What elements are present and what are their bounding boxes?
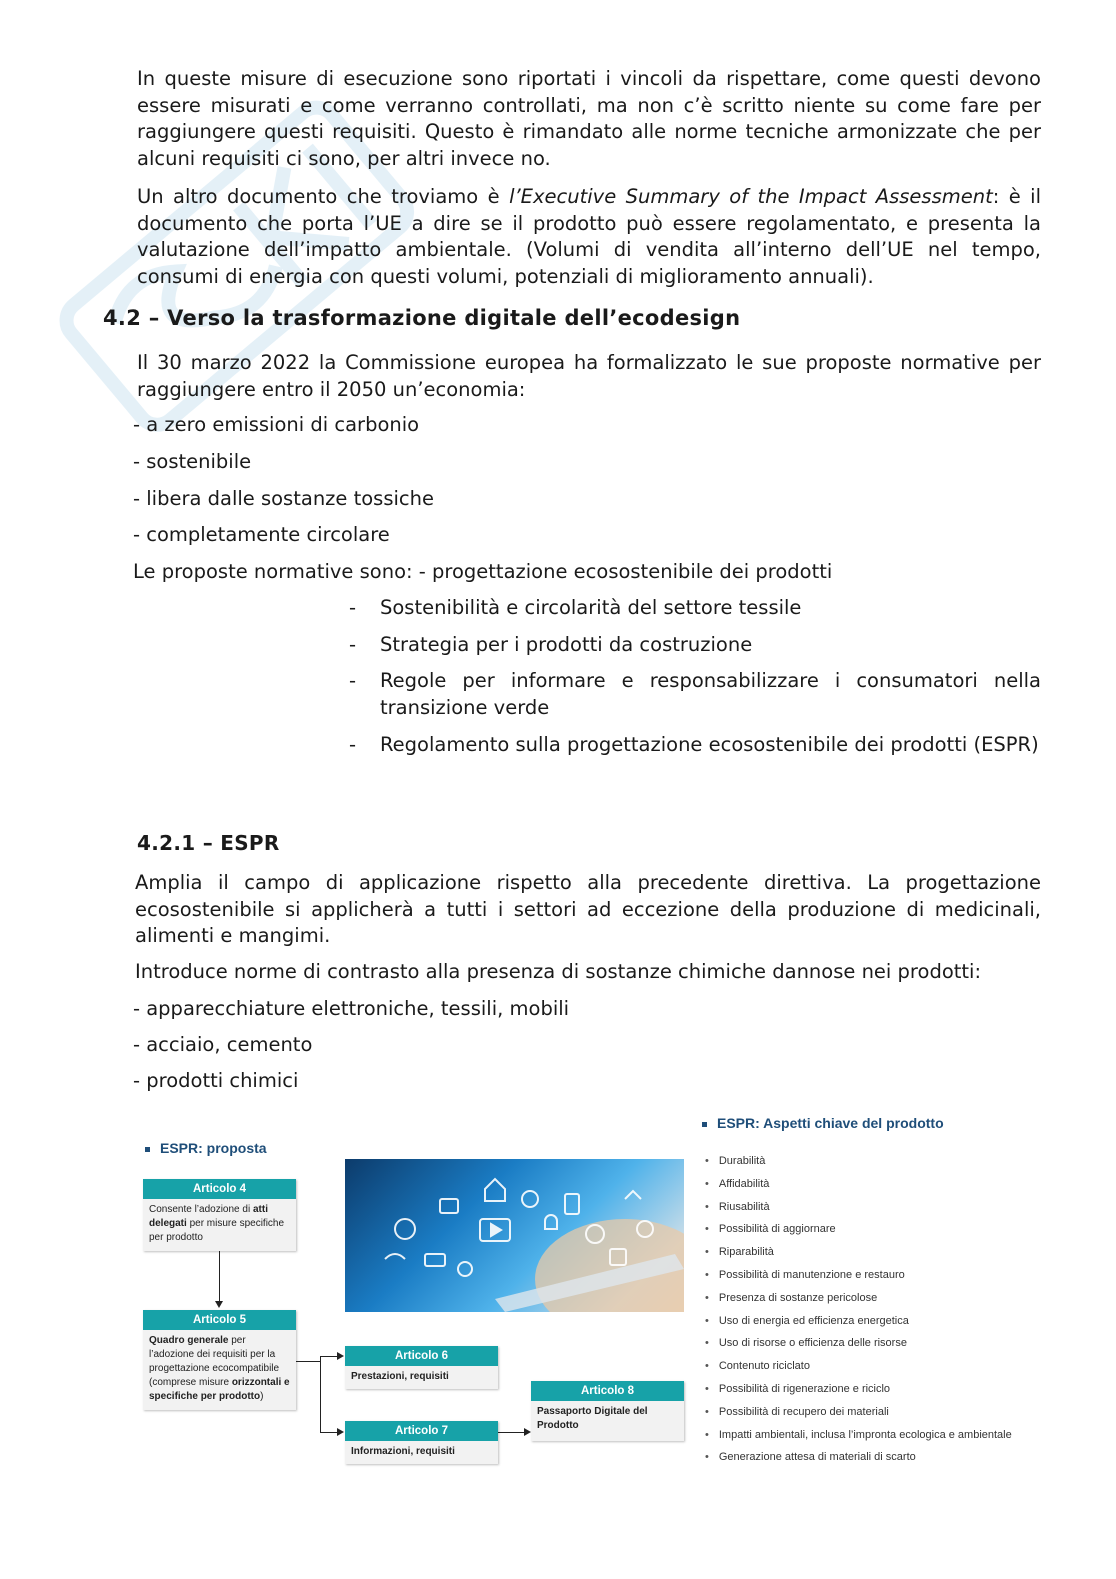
proposal-item: - Regole per informare e responsabilizzare i consumatori nella transizione verde xyxy=(349,669,1041,719)
intro-paragraph-1: In queste misure di esecuzione sono riportati i vincoli da rispettare, come questi devono essere misurati e come verranno controllati, ma non c’è scritto niente su come fare per raggiungere questi requisiti. Questo è rimandato alle norme tecniche armonizzate che per alcuni requisiti ci sono, per altri invece no. xyxy=(137,67,1041,170)
list-item: • Presenza di sostanze pericolose xyxy=(705,1287,1055,1310)
list-item: - libera dalle sostanze tossiche xyxy=(133,487,434,510)
articolo-5-box xyxy=(143,1310,296,1410)
list-item: • Affidabilità xyxy=(705,1173,1055,1196)
list-item: - acciaio, cemento xyxy=(133,1033,313,1056)
list-item: - a zero emissioni di carbonio xyxy=(133,413,420,436)
square-bullet-icon xyxy=(145,1147,150,1152)
list-item: • Riparabilità xyxy=(705,1241,1055,1264)
proposals-intro: Le proposte normative sono: - progettazione ecosostenibile dei prodotti xyxy=(133,560,833,583)
figure-right-title: ESPR: Aspetti chiave del prodotto xyxy=(702,1115,944,1131)
list-item: • Possibilità di rigenerazione e riciclo xyxy=(705,1378,1055,1401)
proposal-item: - Strategia per i prodotti da costruzione xyxy=(349,633,753,656)
articolo-6-header: Articolo 6 xyxy=(345,1346,498,1366)
list-item: • Durabilità xyxy=(705,1150,1055,1173)
list-item: • Contenuto riciclato xyxy=(705,1355,1055,1378)
list-item: • Possibilità di manutenzione e restauro xyxy=(705,1264,1055,1287)
intro-paragraph-2: Un altro documento che troviamo è l’Executive Summary of the Impact Assessment: è il documento che porta l’UE a dire se il prodotto può essere regolamentato, e presenta la valutazione dell’impatto ambientale. (Volumi di vendita all’interno dell’UE nel tempo, consumi di energia con questi volumi, potenziali di miglioramento annuali). xyxy=(137,185,1041,288)
digital-icons-illustration xyxy=(345,1159,684,1312)
key-aspects-list xyxy=(705,1150,1055,1469)
arrow-right-icon xyxy=(524,1428,531,1436)
figure-left-title: ESPR: proposta xyxy=(145,1140,267,1156)
list-item: • Possibilità di aggiornare xyxy=(705,1218,1055,1241)
articolo-4-body: Consente l’adozione di atti delegati per misure specifiche per prodotto xyxy=(149,1204,285,1243)
section-4-2-paragraph: Il 30 marzo 2022 la Commissione europea ha formalizzato le sue proposte normative per raggiungere entro il 2050 un’economia: xyxy=(137,351,1041,401)
espr-paragraph-1: Amplia il campo di applicazione rispetto alla precedente direttiva. La progettazione ecosostenibile si applicherà a tutti i settori ad eccezione della produzione di medicinali, alimenti e mangimi. xyxy=(135,871,1041,947)
intro-italic-title: l’Executive Summary of the Impact Assessment xyxy=(509,185,993,208)
articolo-6-box xyxy=(345,1346,498,1389)
proposal-item: - Regolamento sulla progettazione ecosostenibile dei prodotti (ESPR) xyxy=(349,733,1039,756)
list-item: - prodotti chimici xyxy=(133,1069,299,1092)
connector-line xyxy=(320,1432,337,1433)
espr-paragraph-2: Introduce norme di contrasto alla presenza di sostanze chimiche dannose nei prodotti: xyxy=(135,960,982,983)
arrow-right-icon xyxy=(337,1352,344,1360)
connector-line xyxy=(498,1432,526,1433)
articolo-7-header: Articolo 7 xyxy=(345,1421,498,1441)
section-heading-4-2: 4.2 – Verso la trasformazione digitale dell’ecodesign xyxy=(103,306,741,330)
list-item: • Riusabilità xyxy=(705,1196,1055,1219)
digital-tablet-image xyxy=(345,1159,684,1312)
articolo-7-box xyxy=(345,1421,498,1464)
articolo-5-body: Quadro generale per l’adozione dei requisiti per la progettazione ecocompatibile (comprese misure orizzontali e specifiche per prodotto) xyxy=(149,1335,290,1402)
list-item: • Uso di risorse o efficienza delle risorse xyxy=(705,1332,1055,1355)
arrow-right-icon xyxy=(337,1428,344,1436)
espr-figure xyxy=(140,1105,1060,1475)
arrow-down-icon xyxy=(215,1301,223,1308)
articolo-8-box xyxy=(531,1381,684,1441)
articolo-6-body: Prestazioni, requisiti xyxy=(351,1371,449,1382)
articolo-7-body: Informazioni, requisiti xyxy=(351,1446,455,1457)
articolo-4-header: Articolo 4 xyxy=(143,1179,296,1199)
connector-line xyxy=(296,1361,320,1362)
list-item: - apparecchiature elettroniche, tessili, mobili xyxy=(133,997,570,1020)
articolo-4-box xyxy=(143,1179,296,1251)
list-item: - sostenibile xyxy=(133,450,252,473)
list-item: - completamente circolare xyxy=(133,523,390,546)
connector-line xyxy=(219,1251,220,1303)
connector-line xyxy=(320,1356,321,1433)
triangle-bullet-icon xyxy=(702,1122,707,1127)
section-heading-4-2-1: 4.2.1 – ESPR xyxy=(137,831,280,855)
list-item: • Generazione attesa di materiali di scarto xyxy=(705,1446,1055,1469)
list-item: • Possibilità di recupero dei materiali xyxy=(705,1401,1055,1424)
articolo-5-header: Articolo 5 xyxy=(143,1310,296,1330)
list-item: • Impatti ambientali, inclusa l’impronta ecologica e ambientale xyxy=(705,1424,1055,1447)
proposal-item: - Sostenibilità e circolarità del settore tessile xyxy=(349,596,802,619)
articolo-8-header: Articolo 8 xyxy=(531,1381,684,1401)
articolo-8-body: Passaporto Digitale del Prodotto xyxy=(537,1406,648,1431)
connector-line xyxy=(320,1356,337,1357)
list-item: • Uso di energia ed efficienza energetica xyxy=(705,1310,1055,1333)
